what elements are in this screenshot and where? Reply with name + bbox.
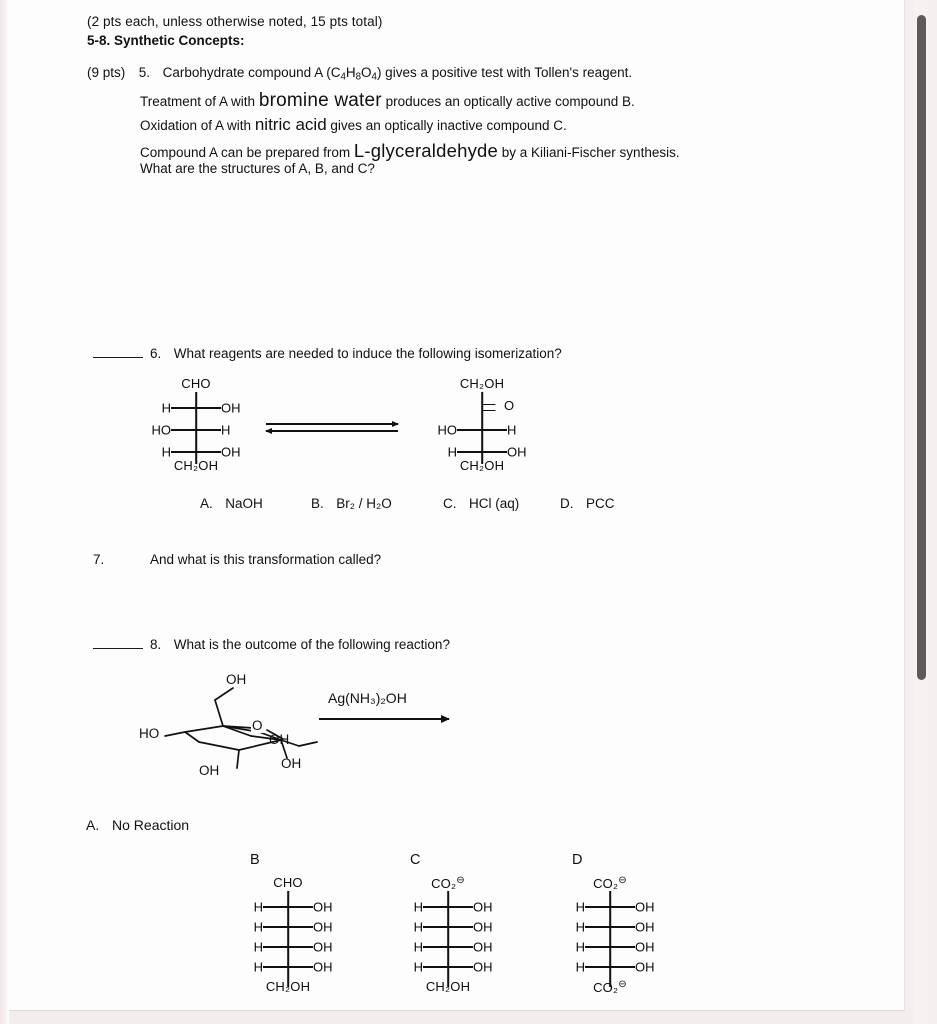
q8-b-row-2-bond: [263, 926, 313, 928]
q5-text-b: H: [345, 65, 356, 80]
q6-choice-c-letter: C.: [443, 496, 457, 511]
q6-choice-b[interactable]: [311, 496, 392, 511]
question-5-line-5: What are the structures of A, B, and C?: [140, 161, 375, 176]
q8-answer-b-letter: B: [250, 852, 260, 868]
q5-l2-a: Treatment of A with: [140, 94, 256, 109]
q8-answer-d-letter: D: [572, 852, 583, 868]
q6-left-bottom-group: CH₂OH: [173, 458, 219, 473]
q8-pyranose-chair-structure: [139, 664, 321, 778]
question-7-number: 7.: [93, 552, 105, 567]
q8-answer-a-letter: A.: [86, 817, 100, 833]
q8-d-top-group: [593, 876, 627, 890]
q8-c-row-2-left: H: [413, 919, 423, 935]
question-5-line-4: [140, 140, 680, 162]
q8-c-row-4-right: OH: [473, 959, 493, 975]
q5-text-a: Carbohydrate compound A (C: [162, 65, 341, 80]
q8-reagent-label: Ag(NH₃)₂OH: [328, 690, 407, 706]
q8-b-row-4-bond: [263, 966, 313, 968]
q8-answer-a-label: No Reaction: [112, 817, 190, 833]
q6-left-row-2-right: H: [221, 422, 231, 438]
q6-right-row-1-left: HO: [437, 422, 457, 438]
q6-right-row-2-right: OH: [507, 444, 527, 460]
q8-sugar-anomeric-oh-label: OH: [269, 732, 290, 747]
scanned-exam-page: [9, 0, 905, 1011]
q5-sub-8: 8: [355, 71, 362, 83]
q8-d-row-3-right: OH: [635, 939, 655, 955]
q5-reagent-bromine-water: bromine water: [258, 90, 382, 111]
q8-arrow-shaft: [319, 718, 449, 720]
q8-d-row-3-bond: [585, 946, 635, 948]
q6-left-top-group: CHO: [181, 376, 211, 391]
q8-answer-a[interactable]: [86, 817, 189, 833]
q8-sugar-left-oh-label: HO: [139, 726, 160, 741]
q8-d-top-formula: CO₂: [593, 876, 619, 892]
q6-right-carbonyl-double-bond: [483, 404, 496, 411]
q8-b-row-2-right: OH: [313, 919, 333, 935]
q6-choice-d-letter: D.: [560, 496, 574, 511]
q6-number: 6.: [150, 346, 162, 361]
q8-b-row-2-left: H: [253, 919, 263, 935]
q8-b-row-3-right: OH: [313, 939, 333, 955]
q8-d-row-2-bond: [585, 926, 635, 928]
q8-c-row-1-left: H: [413, 899, 423, 915]
q8-answer-b-fischer-projection[interactable]: [248, 875, 333, 996]
q6-left-row-2-bond: [171, 429, 221, 431]
q5-sub-4b: 4: [371, 71, 377, 83]
q8-d-row-2-left: H: [575, 919, 585, 935]
q6-right-row-2-bond: [457, 451, 507, 453]
question-8-answer-blank[interactable]: [93, 648, 143, 649]
q6-right-carbonyl-oxygen: O: [504, 398, 515, 413]
q8-c-row-1-right: OH: [473, 899, 493, 915]
q8-d-row-1-bond: [585, 906, 635, 908]
q6-choice-b-label: Br₂ / H₂O: [336, 496, 392, 511]
q8-c-row-4-bond: [423, 966, 473, 968]
q8-b-row-1-bond: [263, 906, 313, 908]
question-7-prompt: And what is this transformation called?: [150, 552, 382, 567]
q8-b-row-3-left: H: [253, 939, 263, 955]
q6-left-backbone: [195, 392, 197, 464]
q8-answer-c-fischer-projection[interactable]: [408, 875, 493, 996]
q5-text-d: ) gives a positive test with Tollen's reagent.: [376, 65, 633, 80]
q6-choice-a-letter: A.: [200, 496, 213, 511]
q8-d-row-1-right: OH: [635, 899, 655, 915]
q5-text-c: O: [361, 65, 372, 80]
q6-right-row-1-right: H: [507, 422, 517, 438]
q8-d-row-2-right: OH: [635, 919, 655, 935]
q5-l4-a: Compound A can be prepared from: [140, 145, 351, 160]
q8-number: 8.: [150, 637, 162, 652]
q8-prompt-text: What is the outcome of the following reaction?: [173, 637, 450, 652]
q8-d-bottom-group: [593, 980, 627, 994]
q5-l4-b: by a Kiliani-Fischer synthesis.: [501, 145, 680, 160]
q5-starting-material-l-glyceraldehyde: L-glyceraldehyde: [353, 140, 498, 161]
q8-c-row-3-right: OH: [473, 939, 493, 955]
question-8-prompt: [150, 637, 450, 652]
q8-d-bottom-negative-charge: ⊖: [618, 979, 627, 990]
section-title: 5-8. Synthetic Concepts:: [87, 33, 245, 48]
q8-sugar-c2-oh-label: OH: [281, 756, 302, 771]
q8-c-row-2-right: OH: [473, 919, 493, 935]
points-note: (2 pts each, unless otherwise noted, 15 pts total): [87, 14, 383, 29]
q8-arrowhead: [441, 715, 450, 723]
question-5-line-3: [140, 115, 567, 135]
q8-b-row-3-bond: [263, 946, 313, 948]
q8-d-row-3-left: H: [575, 939, 585, 955]
q6-arrowhead-reverse: [265, 428, 272, 434]
q6-left-row-1-right: OH: [221, 400, 241, 416]
q8-d-top-negative-charge: ⊖: [618, 875, 627, 886]
q8-b-row-4-right: OH: [313, 959, 333, 975]
q8-d-row-4-bond: [585, 966, 635, 968]
q6-left-row-2-left: HO: [151, 422, 171, 438]
q8-answer-c-letter: C: [410, 852, 421, 868]
q8-d-row-4-left: H: [575, 959, 585, 975]
q6-right-row-2-left: H: [447, 444, 457, 460]
q8-c-row-1-bond: [423, 906, 473, 908]
q6-choice-d-label: PCC: [586, 496, 615, 511]
q8-c-bottom-group: CH₂OH: [425, 979, 471, 994]
q6-right-top-group: CH₂OH: [459, 376, 505, 391]
q6-left-fischer-projection: [151, 376, 241, 473]
q6-arrowhead-forward: [392, 421, 399, 427]
q8-c-row-3-bond: [423, 946, 473, 948]
q8-b-row-4-left: H: [253, 959, 263, 975]
q8-b-top-group: CHO: [273, 875, 303, 890]
q8-c-row-4-left: H: [413, 959, 423, 975]
q6-right-row-1-bond: [457, 429, 507, 431]
q8-d-row-4-right: OH: [635, 959, 655, 975]
q5-reagent-nitric-acid: nitric acid: [254, 115, 327, 134]
q6-left-row-3-bond: [171, 451, 221, 453]
q6-equilibrium-arrow: [266, 423, 398, 435]
q6-left-row-1-bond: [171, 407, 221, 409]
q8-c-row-3-left: H: [413, 939, 423, 955]
q6-prompt-text: What reagents are needed to induce the following isomerization?: [173, 346, 562, 361]
q5-l3-a: Oxidation of A with: [140, 118, 252, 133]
q8-c-top-formula: CO₂: [431, 876, 457, 892]
q6-arrow-reverse: [266, 430, 398, 432]
q8-c-top-group: [431, 876, 465, 890]
q5-number: 5.: [138, 65, 151, 80]
q6-right-backbone: [481, 392, 483, 464]
q6-choice-a-label: NaOH: [225, 496, 263, 511]
q8-d-bottom-formula: CO₂: [593, 980, 619, 996]
q5-sub-4a: 4: [340, 71, 346, 83]
q6-arrow-forward: [266, 423, 398, 425]
question-5-line-2: [140, 90, 635, 112]
q6-choice-c[interactable]: [443, 496, 519, 511]
q6-choice-b-letter: B.: [311, 496, 324, 511]
page-left-margin: [0, 0, 9, 1024]
q6-left-row-1-left: H: [161, 400, 171, 416]
q5-points: (9 pts): [87, 65, 126, 80]
q6-choice-a[interactable]: [200, 496, 263, 511]
q8-b-bottom-group: CH₂OH: [265, 979, 311, 994]
question-6-answer-blank[interactable]: [93, 357, 143, 358]
q6-left-row-3-right: OH: [221, 444, 241, 460]
question-5-line-1: [87, 65, 632, 83]
q6-right-bottom-group: CH₂OH: [459, 458, 505, 473]
q8-b-row-1-left: H: [253, 899, 263, 915]
question-6-prompt: [150, 346, 562, 361]
q5-l3-b: gives an optically inactive compound C.: [330, 118, 567, 133]
q6-left-row-3-left: H: [161, 444, 171, 460]
q8-answer-d-fischer-projection[interactable]: [570, 875, 655, 996]
q8-sugar-ch2oh-label: OH: [226, 672, 247, 687]
q8-b-row-1-right: OH: [313, 899, 333, 915]
q8-c-top-negative-charge: ⊖: [456, 875, 465, 886]
q8-c-row-2-bond: [423, 926, 473, 928]
q8-d-row-1-left: H: [575, 899, 585, 915]
q6-choice-c-label: HCl (aq): [469, 496, 520, 511]
q5-l2-b: produces an optically active compound B.: [385, 94, 635, 109]
q8-sugar-ring-oxygen-label: O: [252, 718, 263, 733]
q6-right-fischer-projection: [437, 376, 527, 473]
q8-sugar-c3-oh-label: OH: [199, 763, 220, 778]
vertical-scrollbar-thumb[interactable]: [917, 15, 926, 680]
q6-choice-d[interactable]: [560, 496, 615, 511]
